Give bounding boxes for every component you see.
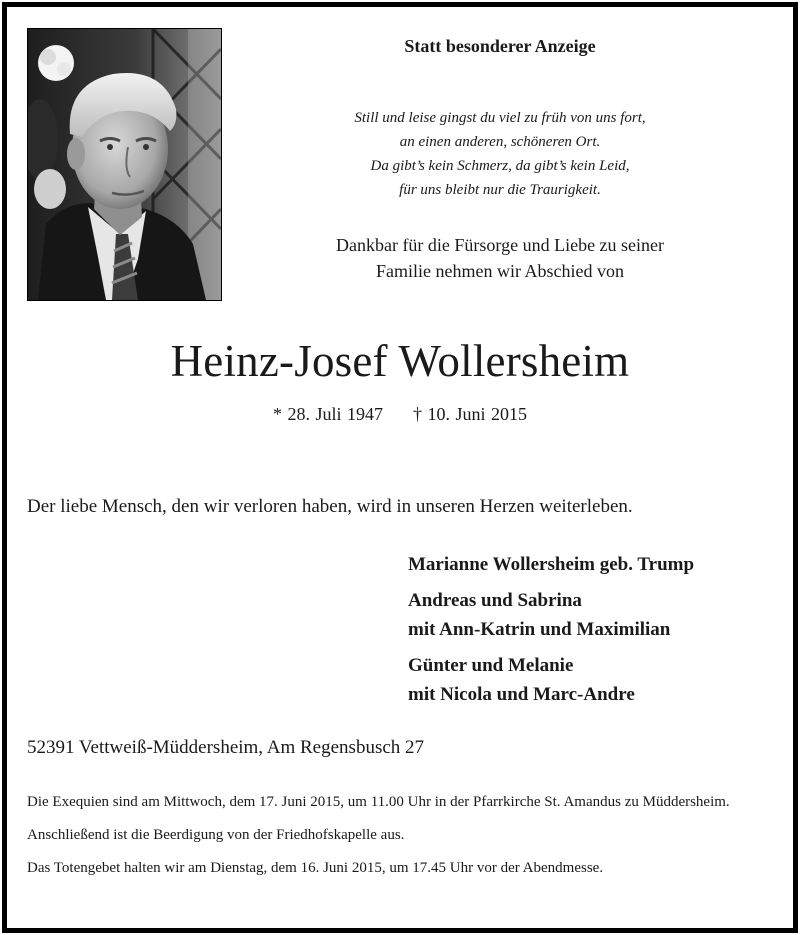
deceased-name: Heinz-Josef Wollersheim [170, 336, 630, 386]
headline: Statt besonderer Anzeige [404, 36, 596, 56]
poem [250, 106, 750, 202]
service-note: Die Exequien sind am Mittwoch, dem 17. Juni 2015, um 11.00 Uhr in der Pfarrkirche St. Amandus zu Müddersheim. [27, 794, 730, 810]
mourner-line: mit Nicola und Marc-Andre [408, 684, 635, 705]
mourners-list [408, 550, 694, 716]
poem-line: Da gibt’s kein Schmerz, da gibt’s kein Leid, [370, 158, 630, 174]
intro-line: Dankbar für die Fürsorge und Liebe zu seiner [335, 235, 665, 255]
mourner-group [408, 651, 694, 709]
service-notes [27, 791, 767, 890]
mourner-line: Marianne Wollersheim geb. Trump [408, 554, 695, 575]
poem-line: an einen anderen, schöneren Ort. [399, 134, 601, 150]
mourner-group [408, 586, 694, 644]
mourner-group [408, 550, 694, 579]
birth-date: * 28. Juli 1947 [272, 404, 383, 424]
service-note: Anschließend ist die Beerdigung von der Friedhofskapelle aus. [27, 827, 405, 843]
memorial-quote: Der liebe Mensch, den wir verloren haben, wird in unseren Herzen weiterleben. [27, 496, 633, 517]
mourner-line: Günter und Melanie [408, 655, 574, 676]
mourner-line: mit Ann-Katrin und Maximilian [408, 619, 671, 640]
poem-line: für uns bleibt nur die Traurigkeit. [399, 182, 601, 198]
family-address: 52391 Vettweiß-Müddersheim, Am Regensbusch 27 [27, 737, 425, 758]
intro-line: Familie nehmen wir Abschied von [376, 261, 624, 281]
portrait-photo [27, 28, 222, 301]
intro-text [250, 232, 750, 284]
life-dates [0, 404, 800, 425]
mourner-line: Andreas und Sabrina [408, 590, 582, 611]
service-note: Das Totengebet halten wir am Dienstag, dem 16. Juni 2015, um 17.45 Uhr vor der Abendmesse. [27, 860, 604, 876]
death-date: † 10. Juni 2015 [413, 404, 528, 424]
poem-line: Still und leise gingst du viel zu früh von uns fort, [354, 110, 646, 126]
